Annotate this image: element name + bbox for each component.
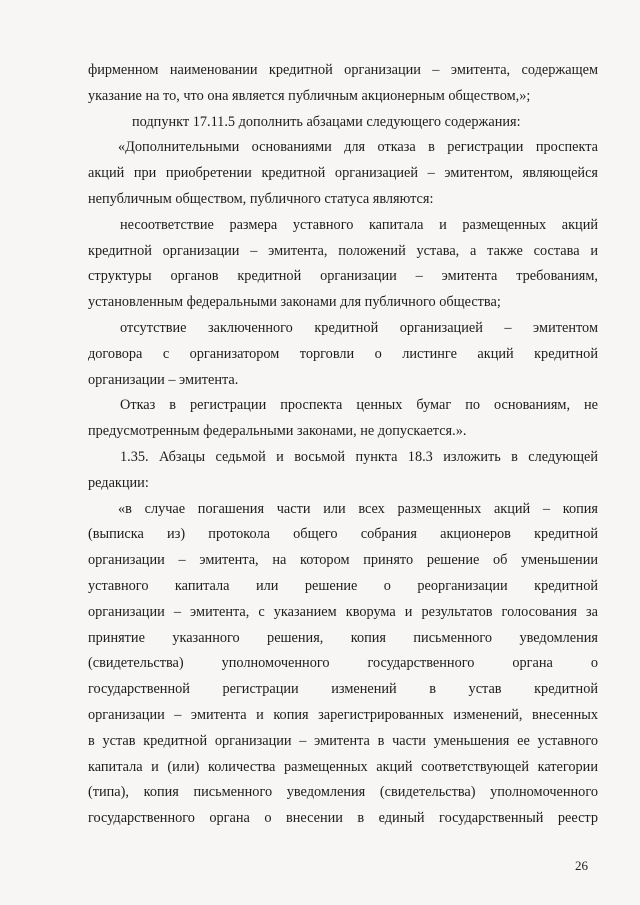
text-line: структуры органов кредитной организации – эмитента требованиям, xyxy=(88,268,598,285)
page-number: 26 xyxy=(575,858,588,873)
text-line: кредитной организации – эмитента, положений устава, а также состава и xyxy=(88,242,598,259)
text-line: в устав кредитной организации – эмитента в части уменьшения ее уставного xyxy=(88,732,598,749)
text-line: предусмотренным федеральными законами, не допускается.». xyxy=(88,423,467,440)
text-line: фирменном наименовании кредитной организации – эмитента, содержащем xyxy=(88,62,598,78)
text-line: государственной регистрации изменений в устав кредитной xyxy=(88,681,598,698)
text-line: непубличным обществом, публичного статуса являются: xyxy=(88,190,434,207)
text-line: организации – эмитента и копия зарегистрированных изменений, внесенных xyxy=(88,706,598,723)
text-line: Отказ в регистрации проспекта ценных бумаг по основаниям, не xyxy=(120,397,598,414)
text-line: государственного органа о внесении в единый государственный реестр xyxy=(88,810,598,827)
text-line: редакции: xyxy=(88,474,149,491)
text-line: отсутствие заключенного кредитной организацией – эмитентом xyxy=(120,319,598,336)
text-line: (типа), копия письменного уведомления (свидетельства) уполномоченного xyxy=(88,784,598,801)
text-line: акций при приобретении кредитной организацией – эмитентом, являющейся xyxy=(88,165,598,182)
text-line: (свидетельства) уполномоченного государственного органа о xyxy=(88,655,598,672)
text-line: установленным федеральными законами для публичного общества; xyxy=(88,294,501,311)
text-line: 1.35. Абзацы седьмой и восьмой пункта 18.3 изложить в следующей xyxy=(120,448,598,465)
text-line: капитала и (или) количества размещенных акций соответствующей категории xyxy=(88,758,598,775)
text-line: «Дополнительными основаниями для отказа в регистрации проспекта xyxy=(118,139,598,156)
document-body xyxy=(88,58,598,832)
text-line: уставного капитала или решение о реорганизации кредитной xyxy=(88,577,598,594)
text-line: несоответствие размера уставного капитала и размещенных акций xyxy=(120,216,598,233)
text-line: указание на то, что она является публичным акционерным обществом,»; xyxy=(88,87,531,104)
text-line: подпункт 17.11.5 дополнить абзацами следующего содержания: xyxy=(132,113,521,130)
text-line: организации – эмитента, на котором принято решение об уменьшении xyxy=(88,552,598,569)
text-line: принятие указанного решения, копия письменного уведомления xyxy=(88,629,598,646)
text-line: (выписка из) протокола общего собрания акционеров кредитной xyxy=(88,526,598,543)
text-line: «в случае погашения части или всех размещенных акций – копия xyxy=(118,500,598,517)
text-line: организации – эмитента, с указанием кворума и результатов голосования за xyxy=(88,603,598,620)
text-line: договора с организатором торговли о листинге акций кредитной xyxy=(88,345,598,362)
text-line: организации – эмитента. xyxy=(88,371,239,388)
